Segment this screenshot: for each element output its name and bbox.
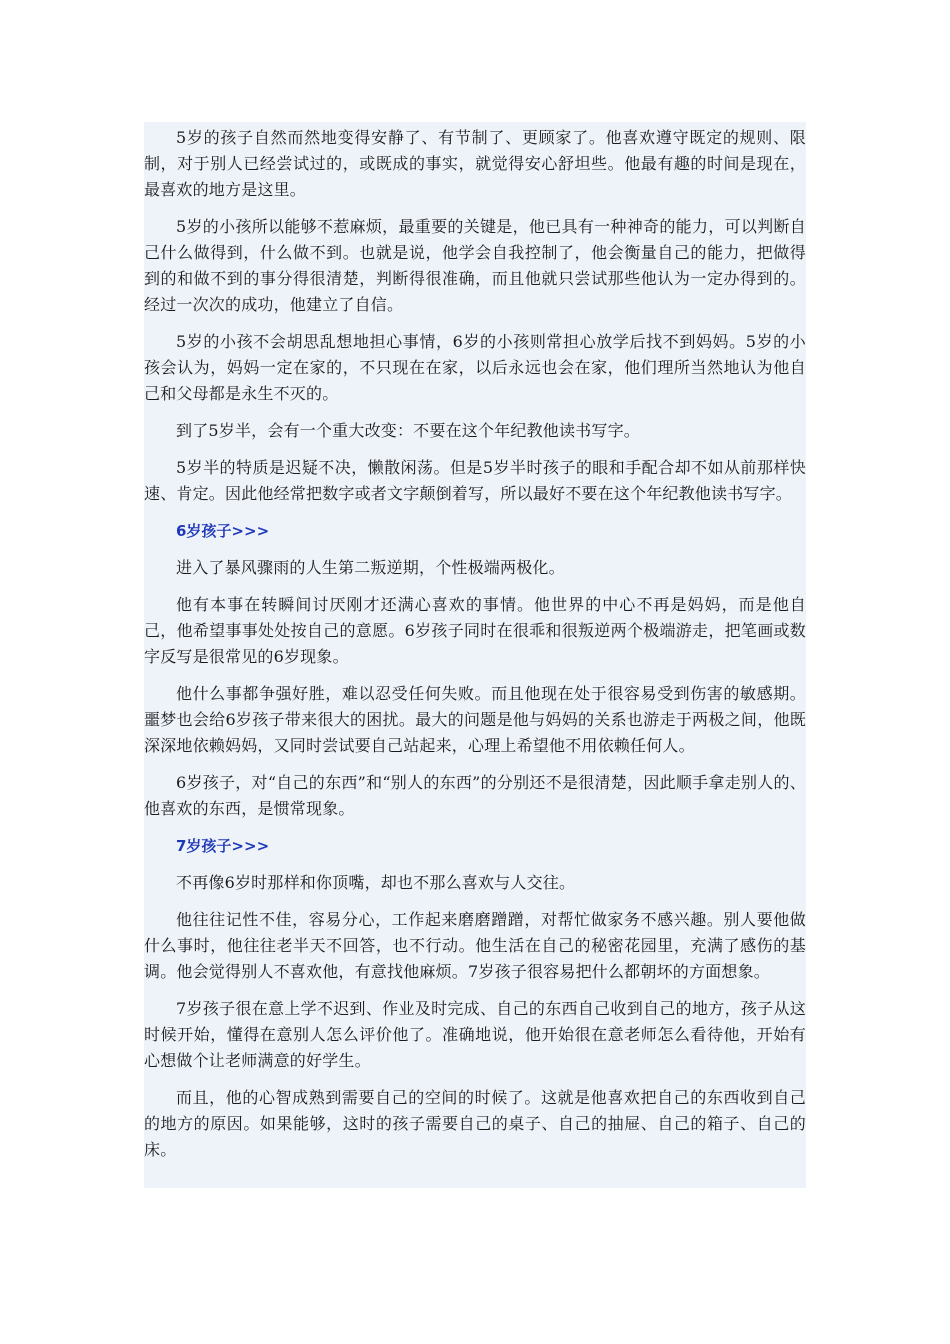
paragraph: 5岁的孩子自然而然地变得安静了、有节制了、更顾家了。他喜欢遵守既定的规则、限制，对于别人已经尝试过的，或既成的事实，就觉得安心舒坦些。他最有趣的时间是现在，最喜欢的地方是这里。	[144, 128, 806, 199]
paragraph: 5岁的小孩所以能够不惹麻烦，最重要的关键是，他已具有一种神奇的能力，可以判断自己什么做得到，什么做不到。也就是说，他学会自我控制了，他会衡量自己的能力，把做得到的和做不到的事分得很清楚，判断得很准确，而且他就只尝试那些他认为一定办得到的。经过一次次的成功，他建立了自信。	[144, 217, 806, 314]
paragraph: 他往往记性不佳，容易分心，工作起来磨磨蹭蹭，对帮忙做家务不感兴趣。别人要他做什么事时，他往往老半天不回答，也不行动。他生活在自己的秘密花园里，充满了感伤的基调。他会觉得别人不喜欢他，有意找他麻烦。7岁孩子很容易把什么都朝坏的方面想象。	[144, 910, 806, 981]
paragraph: 5岁半的特质是迟疑不决，懒散闲荡。但是5岁半时孩子的眼和手配合却不如从前那样快速、肯定。因此他经常把数字或者文字颠倒着写，所以最好不要在这个年纪教他读书写字。	[144, 458, 806, 503]
paragraph: 他有本事在转瞬间讨厌刚才还满心喜欢的事情。他世界的中心不再是妈妈，而是他自己，他希望事事处处按自己的意愿。6岁孩子同时在很乖和很叛逆两个极端游走，把笔画或数字反写是很常见的6岁现象。	[144, 595, 806, 666]
section-heading-7-years: 7岁孩子>>>	[176, 837, 270, 855]
paragraph: 进入了暴风骤雨的人生第二叛逆期，个性极端两极化。	[176, 558, 565, 577]
paragraph: 到了5岁半，会有一个重大改变：不要在这个年纪教他读书写字。	[176, 421, 640, 440]
paragraph: 而且，他的心智成熟到需要自己的空间的时候了。这就是他喜欢把自己的东西收到自己的地方的原因。如果能够，这时的孩子需要自己的桌子、自己的抽屉、自己的箱子、自己的床。	[144, 1088, 806, 1159]
article-body	[144, 122, 806, 1188]
paragraph: 6岁孩子，对“自己的东西”和“别人的东西”的分别还不是很清楚，因此顺手拿走别人的、他喜欢的东西，是惯常现象。	[144, 773, 806, 818]
paragraph: 他什么事都争强好胜，难以忍受任何失败。而且他现在处于很容易受到伤害的敏感期。噩梦也会给6岁孩子带来很大的困扰。最大的问题是他与妈妈的关系也游走于两极之间，他既深深地依赖妈妈，又同时尝试要自己站起来，心理上希望他不用依赖任何人。	[144, 684, 806, 755]
paragraph: 不再像6岁时那样和你顶嘴，却也不那么喜欢与人交往。	[176, 873, 576, 892]
paragraph: 5岁的小孩不会胡思乱想地担心事情，6岁的小孩则常担心放学后找不到妈妈。5岁的小孩会认为，妈妈一定在家的，不只现在在家，以后永远也会在家，他们理所当然地认为他自己和父母都是永生不灭的。	[144, 332, 806, 403]
paragraph: 7岁孩子很在意上学不迟到、作业及时完成、自己的东西自己收到自己的地方，孩子从这时候开始，懂得在意别人怎么评价他了。准确地说，他开始很在意老师怎么看待他，开始有心想做个让老师满意的好学生。	[144, 999, 806, 1070]
section-heading-6-years: 6岁孩子>>>	[176, 522, 270, 540]
